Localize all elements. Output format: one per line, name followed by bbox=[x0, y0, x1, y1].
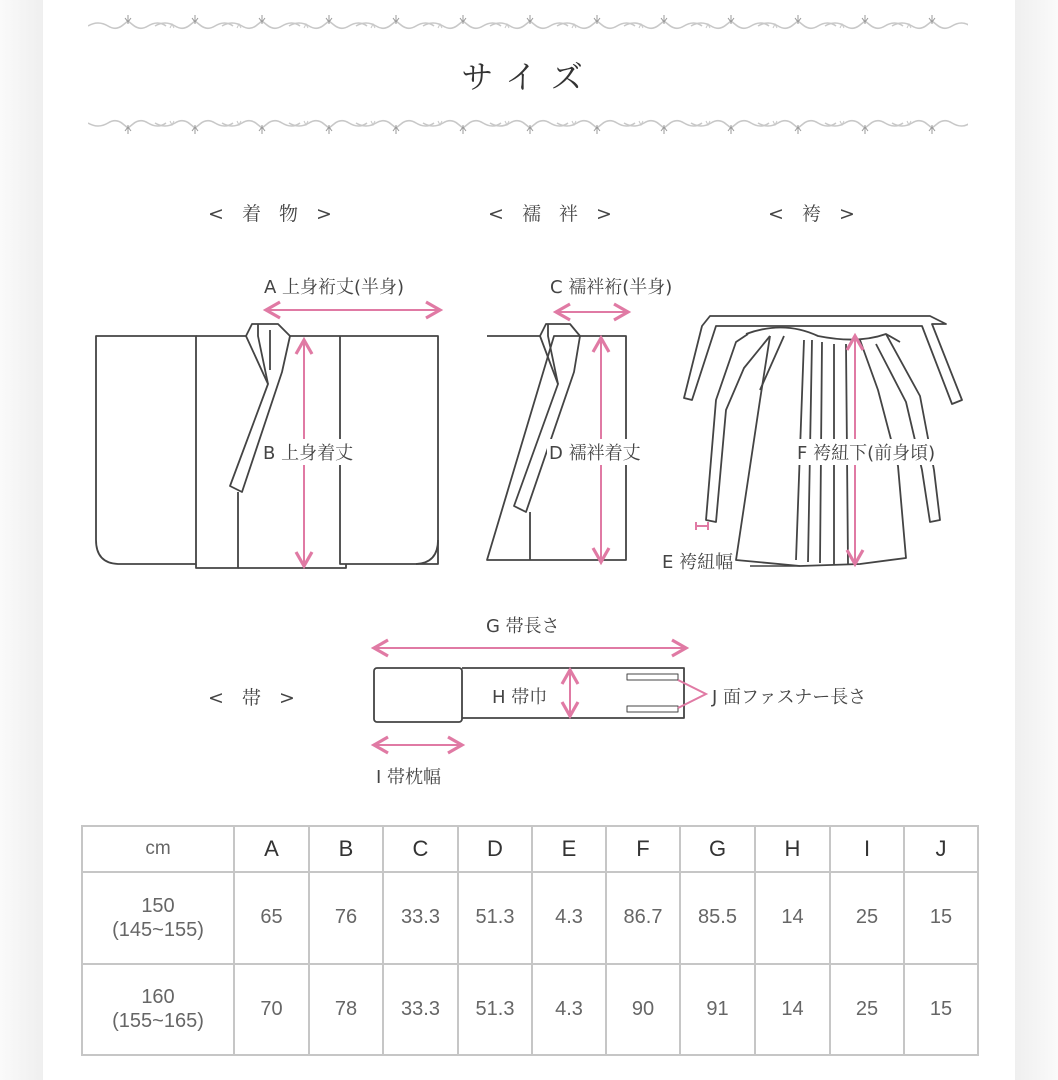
table-cell: 76 bbox=[309, 872, 383, 964]
table-row bbox=[82, 964, 978, 1056]
dimension-label-c: C 襦袢裄(半身) bbox=[550, 277, 673, 298]
table-cell: 90 bbox=[606, 964, 680, 1056]
dimension-label-a: A 上身裄丈(半身) bbox=[264, 277, 405, 298]
row-range: (155~165) bbox=[112, 1010, 204, 1033]
table-cell: 78 bbox=[309, 964, 383, 1056]
table-cell: 14 bbox=[755, 964, 830, 1056]
row-size-label bbox=[82, 964, 234, 1056]
section-label-kimono: < 着 物 > bbox=[208, 203, 338, 225]
table-cell: 70 bbox=[234, 964, 309, 1056]
column-header: G bbox=[680, 826, 755, 872]
dimension-label-g: G 帯長さ bbox=[486, 616, 560, 637]
table-cell: 86.7 bbox=[606, 872, 680, 964]
section-label-hakama: < 袴 > bbox=[768, 203, 861, 225]
section-label-juban: < 襦 袢 > bbox=[488, 203, 618, 225]
table-cell: 91 bbox=[680, 964, 755, 1056]
table-cell: 51.3 bbox=[458, 964, 532, 1056]
table-cell: 25 bbox=[830, 964, 904, 1056]
table-cell: 15 bbox=[904, 872, 978, 964]
dimension-label-d: D 襦袢着丈 bbox=[547, 439, 643, 465]
table-cell: 14 bbox=[755, 872, 830, 964]
row-size: 150 bbox=[141, 894, 175, 917]
column-header: F bbox=[606, 826, 680, 872]
table-header-row bbox=[82, 826, 978, 872]
column-header: H bbox=[755, 826, 830, 872]
dimension-label-i: I 帯枕幅 bbox=[376, 767, 442, 788]
row-size: 160 bbox=[141, 986, 175, 1009]
column-header: C bbox=[383, 826, 458, 872]
page-title: サイズ bbox=[461, 58, 597, 96]
dimension-arrow-e bbox=[696, 522, 708, 530]
table-cell: 51.3 bbox=[458, 872, 532, 964]
column-header: A bbox=[234, 826, 309, 872]
table-cell: 25 bbox=[830, 872, 904, 964]
dimension-label-b: B 上身着丈 bbox=[261, 439, 355, 465]
table-cell: 4.3 bbox=[532, 872, 606, 964]
table-cell: 33.3 bbox=[383, 872, 458, 964]
column-header: I bbox=[830, 826, 904, 872]
column-header: J bbox=[904, 826, 978, 872]
table-row bbox=[82, 872, 978, 964]
table-cell: 65 bbox=[234, 872, 309, 964]
size-table bbox=[81, 825, 979, 1056]
table-cell: 85.5 bbox=[680, 872, 755, 964]
column-header: D bbox=[458, 826, 532, 872]
dimension-label-e: E 袴紐幅 bbox=[662, 552, 734, 573]
dimension-label-h: H 帯巾 bbox=[492, 687, 548, 708]
dimension-arrow-j bbox=[678, 680, 706, 708]
row-size-label bbox=[82, 872, 234, 964]
row-range: (145~155) bbox=[112, 918, 204, 941]
table-cell: 33.3 bbox=[383, 964, 458, 1056]
table-cell: 4.3 bbox=[532, 964, 606, 1056]
dimension-label-j: J 面ファスナー長さ bbox=[712, 687, 867, 708]
table-cell: 15 bbox=[904, 964, 978, 1056]
dimension-label-f: F 袴紐下(前身頃) bbox=[795, 439, 937, 465]
unit-header: cm bbox=[82, 826, 234, 872]
column-header: B bbox=[309, 826, 383, 872]
column-header: E bbox=[532, 826, 606, 872]
section-label-obi: < 帯 > bbox=[208, 687, 301, 709]
